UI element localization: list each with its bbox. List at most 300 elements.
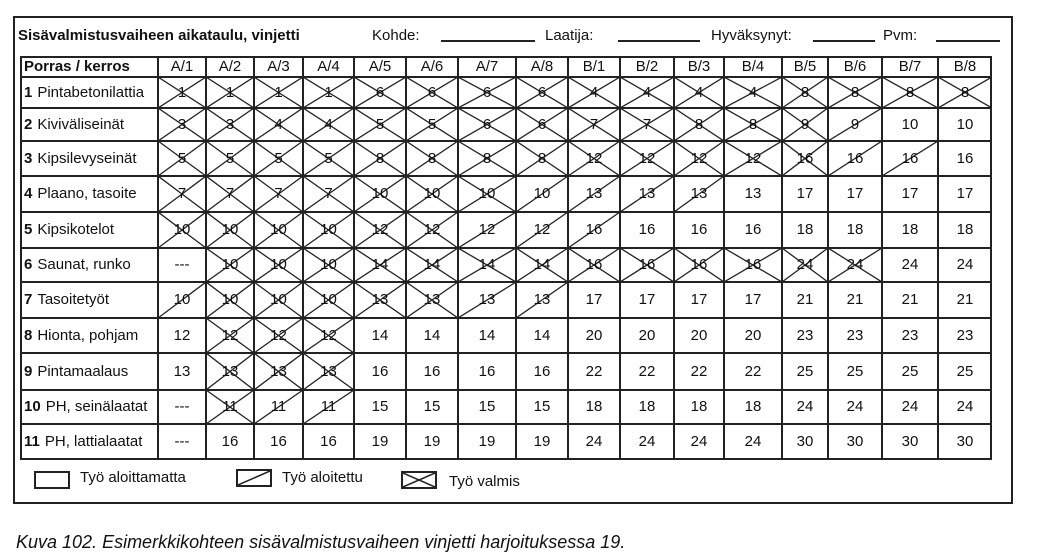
table-cell[interactable] bbox=[568, 248, 620, 282]
table-cell[interactable] bbox=[782, 108, 828, 141]
table-cell[interactable] bbox=[938, 390, 992, 424]
cell-value: 16 bbox=[796, 150, 814, 167]
table-cell[interactable] bbox=[674, 108, 724, 141]
cell-value: 22 bbox=[585, 363, 603, 380]
table-cell[interactable] bbox=[458, 318, 516, 353]
table-cell[interactable] bbox=[724, 108, 782, 141]
table-cell[interactable] bbox=[724, 77, 782, 108]
table-cell[interactable] bbox=[620, 248, 674, 282]
table-cell[interactable] bbox=[938, 141, 992, 176]
table-cell[interactable] bbox=[828, 424, 882, 460]
cell-value: 18 bbox=[956, 221, 974, 238]
field-hyvaksynyt-label: Hyväksynyt: bbox=[711, 27, 792, 44]
cell-value: 21 bbox=[901, 291, 919, 308]
column-header bbox=[206, 56, 254, 77]
table-cell[interactable] bbox=[620, 77, 674, 108]
cell-value: 8 bbox=[694, 116, 704, 133]
table-cell[interactable] bbox=[882, 353, 938, 390]
cell-value: 3 bbox=[225, 116, 235, 133]
table-cell[interactable] bbox=[516, 212, 568, 248]
table-cell[interactable] bbox=[458, 141, 516, 176]
field-laatija-label: Laatija: bbox=[545, 27, 594, 44]
cell-value: 17 bbox=[638, 291, 656, 308]
column-header-label: A/1 bbox=[170, 58, 194, 75]
cell-value: 21 bbox=[956, 291, 974, 308]
cell-value: 13 bbox=[638, 185, 656, 202]
table-cell[interactable] bbox=[620, 108, 674, 141]
cell-value: 6 bbox=[537, 84, 547, 101]
table-cell[interactable] bbox=[206, 353, 254, 390]
table-cell[interactable] bbox=[254, 282, 303, 318]
table-cell[interactable] bbox=[674, 248, 724, 282]
column-header bbox=[882, 56, 938, 77]
table-cell[interactable] bbox=[354, 353, 406, 390]
table-cell[interactable] bbox=[303, 176, 354, 212]
table-cell[interactable] bbox=[782, 248, 828, 282]
table-cell[interactable] bbox=[724, 318, 782, 353]
table-cell[interactable] bbox=[458, 353, 516, 390]
field-hyvaksynyt-line[interactable] bbox=[813, 40, 875, 42]
table-cell[interactable] bbox=[882, 176, 938, 212]
cell-value: 30 bbox=[846, 433, 864, 450]
table-cell[interactable] bbox=[568, 318, 620, 353]
column-header bbox=[782, 56, 828, 77]
table-cell[interactable] bbox=[724, 353, 782, 390]
column-header-label: B/4 bbox=[741, 58, 765, 75]
table-cell[interactable] bbox=[354, 248, 406, 282]
table-cell[interactable] bbox=[724, 390, 782, 424]
row-label bbox=[20, 108, 158, 141]
table-cell[interactable] bbox=[516, 282, 568, 318]
table-cell[interactable] bbox=[674, 141, 724, 176]
table-cell[interactable] bbox=[206, 141, 254, 176]
table-cell[interactable] bbox=[406, 318, 458, 353]
table-cell[interactable] bbox=[406, 77, 458, 108]
table-cell[interactable] bbox=[828, 282, 882, 318]
cell-value: 12 bbox=[690, 150, 708, 167]
table-cell[interactable] bbox=[206, 390, 254, 424]
table-cell[interactable] bbox=[724, 212, 782, 248]
row-number: 8 bbox=[24, 327, 33, 344]
table-cell[interactable] bbox=[458, 248, 516, 282]
cell-value: --- bbox=[174, 398, 190, 415]
table-cell[interactable] bbox=[254, 390, 303, 424]
table-cell[interactable] bbox=[674, 318, 724, 353]
table-cell[interactable] bbox=[406, 108, 458, 141]
cell-value: 16 bbox=[744, 221, 762, 238]
table-cell[interactable] bbox=[158, 77, 206, 108]
cell-value: 18 bbox=[638, 398, 656, 415]
column-header-label: A/8 bbox=[530, 58, 554, 75]
table-cell[interactable] bbox=[516, 424, 568, 460]
table-cell[interactable] bbox=[828, 212, 882, 248]
cell-value: 16 bbox=[221, 433, 239, 450]
table-cell[interactable] bbox=[206, 318, 254, 353]
table-cell[interactable] bbox=[938, 77, 992, 108]
table-cell[interactable] bbox=[458, 424, 516, 460]
cell-value: 10 bbox=[478, 185, 496, 202]
cell-value: 5 bbox=[177, 150, 187, 167]
cell-value: 24 bbox=[901, 398, 919, 415]
table-cell[interactable] bbox=[516, 108, 568, 141]
table-cell[interactable] bbox=[254, 318, 303, 353]
table-cell[interactable] bbox=[828, 176, 882, 212]
table-cell[interactable] bbox=[354, 424, 406, 460]
cell-value: 6 bbox=[375, 84, 385, 101]
cell-value: 8 bbox=[748, 116, 758, 133]
table-cell[interactable] bbox=[782, 176, 828, 212]
table-cell[interactable] bbox=[303, 282, 354, 318]
table-cell[interactable] bbox=[406, 141, 458, 176]
table-cell[interactable] bbox=[782, 318, 828, 353]
table-cell[interactable] bbox=[674, 424, 724, 460]
cell-value: 23 bbox=[796, 327, 814, 344]
row-task-label: Pintabetonilattia bbox=[37, 84, 145, 101]
cell-value: 16 bbox=[533, 363, 551, 380]
table-cell[interactable] bbox=[568, 390, 620, 424]
table-cell[interactable] bbox=[620, 176, 674, 212]
table-cell[interactable] bbox=[938, 282, 992, 318]
table-cell[interactable] bbox=[620, 212, 674, 248]
table-cell[interactable] bbox=[254, 353, 303, 390]
table-cell[interactable] bbox=[354, 212, 406, 248]
cell-value: 11 bbox=[222, 398, 238, 415]
table-cell[interactable] bbox=[354, 282, 406, 318]
table-cell[interactable] bbox=[828, 77, 882, 108]
table-cell[interactable] bbox=[782, 424, 828, 460]
column-header bbox=[568, 56, 620, 77]
cell-value: 17 bbox=[956, 185, 974, 202]
column-header bbox=[303, 56, 354, 77]
table-cell[interactable] bbox=[882, 248, 938, 282]
table-cell[interactable] bbox=[354, 141, 406, 176]
cell-value: 6 bbox=[537, 116, 547, 133]
cell-value: 16 bbox=[901, 150, 919, 167]
cell-value: 14 bbox=[478, 327, 496, 344]
cell-value: 4 bbox=[694, 84, 704, 101]
table-cell[interactable] bbox=[303, 353, 354, 390]
cell-value: 5 bbox=[375, 116, 385, 133]
row-number: 7 bbox=[24, 291, 33, 308]
column-header bbox=[354, 56, 406, 77]
cell-value: 14 bbox=[533, 327, 551, 344]
table-cell[interactable] bbox=[158, 282, 206, 318]
table-cell[interactable] bbox=[303, 141, 354, 176]
table-cell[interactable] bbox=[158, 176, 206, 212]
cell-value: 10 bbox=[173, 221, 191, 238]
column-header-label: B/1 bbox=[582, 58, 606, 75]
table-cell[interactable] bbox=[568, 424, 620, 460]
table-cell[interactable] bbox=[674, 77, 724, 108]
table-cell[interactable] bbox=[303, 424, 354, 460]
cell-value: 1 bbox=[177, 84, 187, 101]
row-label bbox=[20, 282, 158, 318]
table-cell[interactable] bbox=[158, 212, 206, 248]
cell-value: 13 bbox=[478, 291, 496, 308]
table-cell[interactable] bbox=[458, 390, 516, 424]
cell-value: 9 bbox=[850, 116, 860, 133]
cell-value: 10 bbox=[320, 256, 337, 273]
row-number: 11 bbox=[24, 433, 40, 450]
row-number: 3 bbox=[24, 150, 33, 167]
table-cell[interactable] bbox=[158, 353, 206, 390]
cell-value: 12 bbox=[320, 327, 337, 344]
table-cell[interactable] bbox=[620, 282, 674, 318]
cell-value: 8 bbox=[375, 150, 385, 167]
table-cell[interactable] bbox=[206, 212, 254, 248]
table-cell[interactable] bbox=[458, 176, 516, 212]
cell-value: 18 bbox=[744, 398, 762, 415]
row-task-label: Saunat, runko bbox=[37, 256, 131, 273]
cell-value: 12 bbox=[173, 327, 191, 344]
cell-value: 14 bbox=[371, 327, 389, 344]
cell-value: 25 bbox=[796, 363, 814, 380]
table-cell[interactable] bbox=[158, 318, 206, 353]
column-header bbox=[938, 56, 992, 77]
cell-value: 8 bbox=[427, 150, 437, 167]
cell-value: 14 bbox=[423, 256, 441, 273]
table-cell[interactable] bbox=[254, 212, 303, 248]
table-cell[interactable] bbox=[782, 390, 828, 424]
cell-value: 4 bbox=[748, 84, 758, 101]
table-cell[interactable] bbox=[938, 176, 992, 212]
legend-done-label: Työ valmis bbox=[449, 473, 520, 490]
table-cell[interactable] bbox=[882, 141, 938, 176]
table-cell[interactable] bbox=[354, 77, 406, 108]
cell-value: 10 bbox=[270, 221, 287, 238]
cell-value: 13 bbox=[533, 291, 551, 308]
cell-value: 14 bbox=[371, 256, 389, 273]
cell-value: 10 bbox=[901, 116, 919, 133]
table-cell[interactable] bbox=[406, 212, 458, 248]
table-cell[interactable] bbox=[206, 282, 254, 318]
table-cell[interactable] bbox=[303, 390, 354, 424]
cell-value: 16 bbox=[320, 433, 337, 450]
cell-value: 23 bbox=[956, 327, 974, 344]
table-cell[interactable] bbox=[406, 248, 458, 282]
cell-value: 12 bbox=[423, 221, 441, 238]
table-cell[interactable] bbox=[938, 108, 992, 141]
cell-value: 20 bbox=[690, 327, 708, 344]
field-laatija-line[interactable] bbox=[618, 40, 700, 42]
table-cell[interactable] bbox=[354, 108, 406, 141]
table-cell[interactable] bbox=[158, 108, 206, 141]
cell-value: 17 bbox=[744, 291, 762, 308]
table-cell[interactable] bbox=[724, 248, 782, 282]
table-cell[interactable] bbox=[620, 141, 674, 176]
table-cell[interactable] bbox=[782, 212, 828, 248]
table-cell[interactable] bbox=[724, 176, 782, 212]
row-label bbox=[20, 390, 158, 424]
column-header bbox=[254, 56, 303, 77]
table-cell[interactable] bbox=[458, 282, 516, 318]
cell-value: 30 bbox=[901, 433, 919, 450]
legend-not-started-label: Työ aloittamatta bbox=[80, 469, 186, 486]
table-cell[interactable] bbox=[206, 108, 254, 141]
row-number: 5 bbox=[24, 221, 33, 238]
table-cell[interactable] bbox=[158, 141, 206, 176]
table-cell[interactable] bbox=[303, 108, 354, 141]
column-header-label: B/3 bbox=[687, 58, 711, 75]
table-cell[interactable] bbox=[458, 212, 516, 248]
cell-value: 10 bbox=[221, 221, 239, 238]
table-cell[interactable] bbox=[882, 318, 938, 353]
cell-value: 24 bbox=[744, 433, 762, 450]
legend-started-swatch bbox=[236, 469, 272, 487]
table-cell[interactable] bbox=[882, 390, 938, 424]
cell-value: 16 bbox=[638, 221, 656, 238]
cell-value: 13 bbox=[173, 363, 191, 380]
table-cell[interactable] bbox=[674, 176, 724, 212]
table-cell[interactable] bbox=[516, 141, 568, 176]
table-cell[interactable] bbox=[938, 424, 992, 460]
cell-value: 13 bbox=[585, 185, 603, 202]
field-kohde-line[interactable] bbox=[441, 40, 535, 42]
table-cell[interactable] bbox=[882, 424, 938, 460]
table-cell[interactable] bbox=[724, 424, 782, 460]
table-cell[interactable] bbox=[206, 248, 254, 282]
row-task-label: Kiviväliseinät bbox=[37, 116, 125, 133]
table-cell[interactable] bbox=[206, 176, 254, 212]
table-cell[interactable] bbox=[516, 353, 568, 390]
table-cell[interactable] bbox=[882, 212, 938, 248]
table-cell[interactable] bbox=[724, 282, 782, 318]
table-cell[interactable] bbox=[828, 248, 882, 282]
column-header bbox=[458, 56, 516, 77]
table-cell[interactable] bbox=[674, 353, 724, 390]
table-cell[interactable] bbox=[828, 318, 882, 353]
header bbox=[18, 24, 1008, 48]
table-cell[interactable] bbox=[206, 424, 254, 460]
table-cell[interactable] bbox=[158, 248, 206, 282]
table-cell[interactable] bbox=[938, 318, 992, 353]
table-cell[interactable] bbox=[406, 282, 458, 318]
cell-value: 10 bbox=[956, 116, 974, 133]
column-header-label: A/2 bbox=[218, 58, 242, 75]
table-cell[interactable] bbox=[158, 390, 206, 424]
cell-value: 24 bbox=[956, 398, 974, 415]
table-cell[interactable] bbox=[254, 108, 303, 141]
cell-value: 21 bbox=[846, 291, 864, 308]
table-cell[interactable] bbox=[828, 108, 882, 141]
table-cell[interactable] bbox=[828, 390, 882, 424]
table-cell[interactable] bbox=[206, 77, 254, 108]
table-cell[interactable] bbox=[724, 141, 782, 176]
cell-value: 12 bbox=[585, 150, 603, 167]
table-cell[interactable] bbox=[568, 77, 620, 108]
table-cell[interactable] bbox=[516, 77, 568, 108]
cell-value: 5 bbox=[427, 116, 437, 133]
table-cell[interactable] bbox=[620, 424, 674, 460]
legend-done-swatch bbox=[401, 471, 437, 489]
table-cell[interactable] bbox=[406, 390, 458, 424]
cell-value: 10 bbox=[371, 185, 389, 202]
table-cell[interactable] bbox=[674, 282, 724, 318]
table-cell[interactable] bbox=[303, 212, 354, 248]
table-cell[interactable] bbox=[782, 353, 828, 390]
table-cell[interactable] bbox=[303, 318, 354, 353]
row-label bbox=[20, 176, 158, 212]
table-cell[interactable] bbox=[516, 176, 568, 212]
table-cell[interactable] bbox=[354, 390, 406, 424]
cell-value: 17 bbox=[585, 291, 603, 308]
cell-value: 30 bbox=[956, 433, 974, 450]
row-number: 6 bbox=[24, 256, 33, 273]
table-cell[interactable] bbox=[516, 390, 568, 424]
figure-caption: Kuva 102. Esimerkkikohteen sisävalmistusvaiheen vinjetti harjoituksessa 19. bbox=[16, 532, 626, 552]
cell-value: 12 bbox=[638, 150, 656, 167]
table-cell[interactable] bbox=[568, 353, 620, 390]
table-cell[interactable] bbox=[782, 77, 828, 108]
table-cell[interactable] bbox=[254, 141, 303, 176]
cell-value: 24 bbox=[638, 433, 656, 450]
table-cell[interactable] bbox=[354, 318, 406, 353]
table-cell[interactable] bbox=[882, 108, 938, 141]
table-cell[interactable] bbox=[674, 212, 724, 248]
table-cell[interactable] bbox=[254, 176, 303, 212]
table-cell[interactable] bbox=[674, 390, 724, 424]
table-cell[interactable] bbox=[568, 176, 620, 212]
table-cell[interactable] bbox=[303, 77, 354, 108]
table-cell[interactable] bbox=[516, 318, 568, 353]
table-cell[interactable] bbox=[254, 248, 303, 282]
table-cell[interactable] bbox=[828, 141, 882, 176]
table-cell[interactable] bbox=[516, 248, 568, 282]
cell-value: 22 bbox=[690, 363, 708, 380]
corner-label: Porras / kerros bbox=[24, 58, 130, 75]
row-task-label: PH, lattialaatat bbox=[44, 433, 143, 450]
table-cell[interactable] bbox=[782, 282, 828, 318]
table-cell[interactable] bbox=[568, 108, 620, 141]
table-cell[interactable] bbox=[620, 318, 674, 353]
cell-value: 1 bbox=[324, 84, 333, 101]
table-cell[interactable] bbox=[406, 353, 458, 390]
cell-value: 24 bbox=[846, 256, 864, 273]
table-cell[interactable] bbox=[568, 282, 620, 318]
table-cell[interactable] bbox=[354, 176, 406, 212]
table-cell[interactable] bbox=[620, 353, 674, 390]
table-cell[interactable] bbox=[254, 77, 303, 108]
column-header-label: A/5 bbox=[368, 58, 392, 75]
table-cell[interactable] bbox=[568, 141, 620, 176]
table-cell[interactable] bbox=[938, 212, 992, 248]
table-cell[interactable] bbox=[882, 77, 938, 108]
table-cell[interactable] bbox=[458, 77, 516, 108]
row-task-label: Kipsilevyseinät bbox=[37, 150, 137, 167]
cell-value: 24 bbox=[956, 256, 974, 273]
cell-value: 16 bbox=[371, 363, 389, 380]
table-cell[interactable] bbox=[158, 424, 206, 460]
table-cell[interactable] bbox=[882, 282, 938, 318]
cell-value: 7 bbox=[274, 185, 283, 202]
row-label bbox=[20, 141, 158, 176]
table-cell[interactable] bbox=[782, 141, 828, 176]
table-cell[interactable] bbox=[568, 212, 620, 248]
table-cell[interactable] bbox=[303, 248, 354, 282]
field-pvm-line[interactable] bbox=[936, 40, 1000, 42]
table-cell[interactable] bbox=[458, 108, 516, 141]
table-cell[interactable] bbox=[938, 353, 992, 390]
table-cell[interactable] bbox=[406, 176, 458, 212]
cell-value: 8 bbox=[482, 150, 492, 167]
cell-value: 11 bbox=[270, 398, 287, 415]
table-cell[interactable] bbox=[406, 424, 458, 460]
table-cell[interactable] bbox=[254, 424, 303, 460]
table-cell[interactable] bbox=[938, 248, 992, 282]
cell-value: 10 bbox=[221, 291, 239, 308]
table-cell[interactable] bbox=[828, 353, 882, 390]
table-cell[interactable] bbox=[620, 390, 674, 424]
